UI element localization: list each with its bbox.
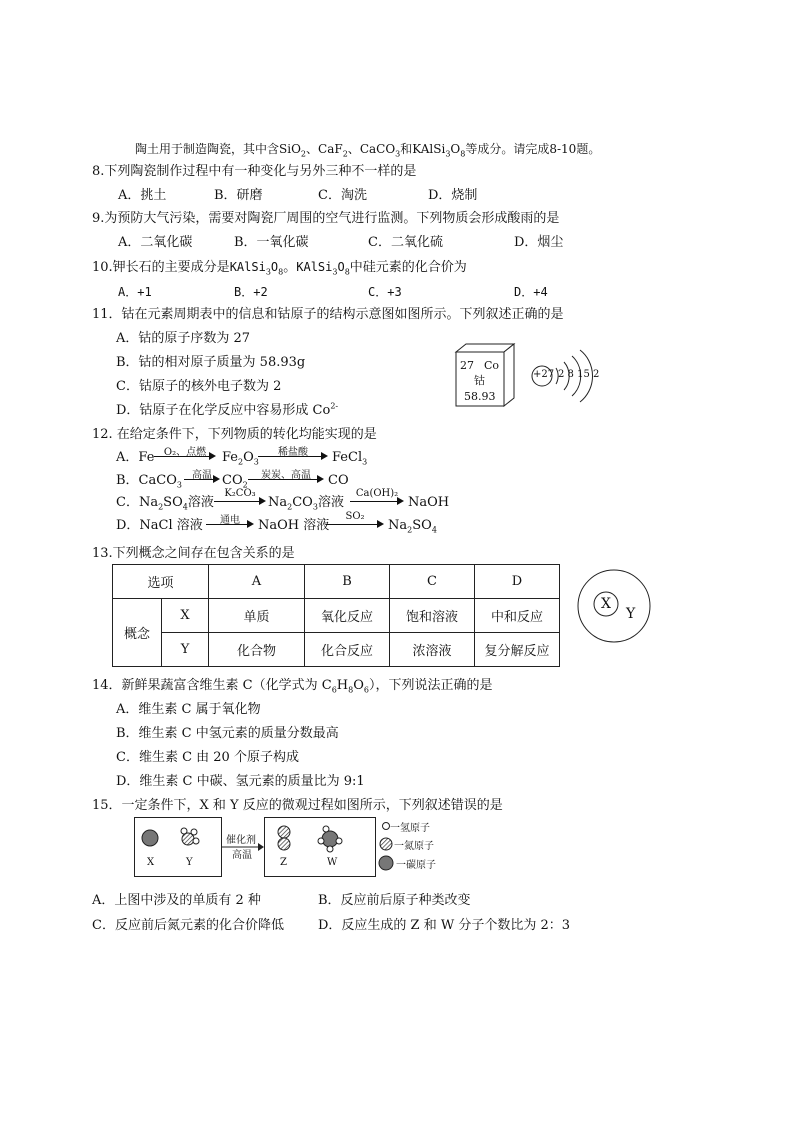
q12-d-middle: NaOH 溶液 (258, 518, 330, 533)
q15-option-d: D．反应生成的 Z 和 W 分子个数比为 2：3 (318, 918, 571, 933)
q10-option-a: A．+1 (118, 285, 152, 299)
cell-x-c: 饱和溶液 (390, 599, 475, 633)
q11-option-b: B．钴的相对原子质量为 58.93g (116, 355, 306, 370)
q9-stem: 9.为预防大气污染，需要对陶瓷厂周围的空气进行监测。下列物质会形成酸雨的是 (92, 211, 560, 226)
cell-x-a: 单质 (209, 599, 305, 633)
q12-b-condition-2: 炭炭、高温 (261, 470, 311, 481)
q8-stem: 8.下列陶瓷制作过程中有一种变化与另外三种不一样的是 (92, 164, 417, 179)
q9-option-a: A．二氧化碳 (118, 235, 193, 250)
q12-d-arrow-2 (326, 511, 384, 533)
q15-option-a: A．上图中涉及的单质有 2 种 (92, 893, 261, 908)
q12-c-reactant: C．$Na_2SO_4$溶液 (116, 495, 214, 512)
q14-stem: 14．新鲜果蔬富含维生素 C（化学式为 $C_6H_8O_6$），下列说法正确的是 (92, 678, 493, 695)
legend-carbon: 一碳原子 (396, 860, 436, 871)
q12-d-product: $Na_2SO_4$ (388, 518, 437, 535)
legend-hydrogen: 一氢原子 (390, 823, 430, 834)
q12-d-condition-2: SO₂ (345, 511, 365, 522)
cell-y-a: 化合物 (209, 633, 305, 667)
diagram-label-x: X (601, 596, 611, 612)
q8-option-b: B．研磨 (214, 188, 263, 203)
q12-a-condition-2: 稀盐酸 (278, 447, 308, 458)
cell-y-d: 复分解反应 (475, 633, 560, 667)
q12-b-arrow-2 (248, 470, 324, 488)
table-row (113, 599, 560, 633)
molecule-label-y: Y (186, 857, 193, 868)
reaction-condition-top: 催化剂 (226, 835, 256, 846)
inclusion-diagram (576, 568, 656, 648)
legend-nitrogen: 一氮原子 (394, 841, 434, 852)
cell-symbol: Co (484, 359, 500, 372)
cell-y-b: 化合反应 (305, 633, 390, 667)
q12-a-arrow-1 (154, 447, 216, 465)
q12-a-product: FeCl$_3$ (332, 450, 368, 467)
q12-stem: 12. 在给定条件下，下列物质的转化均能实现的是 (92, 427, 377, 442)
q9-option-b: B．一氧化碳 (234, 235, 309, 250)
q11-option-d: D．钴原子在化学反应中容易形成 $Co^{2-}$ (116, 401, 339, 418)
q11-option-a: A．钴的原子序数为 27 (116, 331, 251, 346)
q15-stem: 15．一定条件下，X 和 Y 反应的微观过程如图所示，下列叙述错误的是 (92, 798, 503, 813)
header-option: 选项 (113, 565, 209, 599)
cell-x-d: 中和反应 (475, 599, 560, 633)
q12-d-condition-1: 通电 (220, 515, 240, 526)
molecule-label-x: X (147, 857, 155, 868)
diagram-label-y: Y (626, 606, 636, 622)
header-d: D (475, 565, 560, 599)
q14-option-b: B．维生素 C 中氢元素的质量分数最高 (116, 726, 339, 741)
header-a: A (209, 565, 305, 599)
q15-option-b: B．反应前后原子种类改变 (318, 893, 471, 908)
row-label-x: X (162, 599, 209, 633)
q12-a-reactant: A．Fe (116, 450, 155, 465)
q13-stem: 13.下列概念之间存在包含关系的是 (92, 546, 295, 561)
atom-nucleus-charge: +27 (533, 369, 555, 380)
q8-option-d: D．烧制 (428, 188, 478, 203)
q9-option-c: C．二氧化硫 (368, 235, 443, 250)
molecule-label-z: Z (280, 857, 287, 868)
table-row (113, 633, 560, 667)
q12-b-arrow-1 (184, 470, 220, 488)
q12-b-reactant: B．CaCO$_3$ (116, 473, 182, 490)
q11-option-c: C．钴原子的核外电子数为 2 (116, 379, 282, 394)
q10-option-d: D．+4 (514, 285, 548, 299)
cell-name: 钴 (474, 374, 485, 387)
cell-mass: 58.93 (464, 390, 496, 403)
q12-b-product: CO (328, 473, 349, 488)
q12-d-reactant: D．NaCl 溶液 (116, 518, 203, 533)
q12-a-middle: $Fe_2O_3$ (222, 450, 259, 467)
q8-option-a: A．挑土 (118, 188, 167, 203)
q8-option-c: C．淘洗 (318, 188, 367, 203)
row-label-y: Y (162, 633, 209, 667)
q12-b-middle: $CO_2$ (222, 473, 248, 490)
q12-c-condition-1: K₂CO₃ (224, 488, 256, 499)
q12-c-arrow-2 (350, 488, 404, 510)
table-row (113, 565, 560, 599)
reaction-condition-bottom: 高温 (232, 850, 252, 861)
q14-option-c: C．维生素 C 由 20 个原子构成 (116, 750, 299, 765)
q12-c-middle: $Na_2CO_3$溶液 (268, 495, 344, 512)
q12-c-arrow-1 (214, 488, 266, 510)
molecule-label-w: W (327, 857, 338, 868)
cell-atomic-number: 27 (460, 359, 474, 372)
q12-d-arrow-1 (206, 515, 254, 533)
q12-c-condition-2: Ca(OH)₂ (355, 488, 399, 499)
cell-x-b: 氧化反应 (305, 599, 390, 633)
atom-shell-electrons: 2 8 15 2 (558, 369, 600, 380)
q12-b-condition-1: 高温 (192, 470, 212, 481)
q14-option-a: A．维生素 C 属于氧化物 (116, 702, 261, 717)
header-c: C (390, 565, 475, 599)
q11-stem: 11．钴在元素周期表中的信息和钴原子的结构示意图如图所示。下列叙述正确的是 (92, 307, 564, 322)
header-b: B (305, 565, 390, 599)
q12-a-arrow-2 (258, 447, 328, 465)
q9-option-d: D．烟尘 (514, 235, 564, 250)
q10-stem: 10.钾长石的主要成分是$KAlSi_3O_8$。$KAlSi_3O_8$中硅元素的化合价为 (92, 260, 467, 277)
q12-a-condition-1: O₂、点燃 (163, 447, 207, 458)
row-group-label: 概念 (113, 599, 162, 667)
q13-table (112, 564, 560, 667)
q12-c-product: NaOH (408, 495, 450, 510)
q10-option-c: C．+3 (368, 285, 402, 299)
intro-text: 陶土用于制造陶瓷，其中含SiO$_2$、CaF$_2$、CaCO$_3$和$KAlSi_3O_8$等成分。请完成8-10题。 (135, 142, 601, 159)
q15-option-c: C．反应前后氮元素的化合价降低 (92, 918, 284, 933)
q14-option-d: D．维生素 C 中碳、氢元素的质量比为 9:1 (116, 774, 365, 789)
cell-y-c: 浓溶液 (390, 633, 475, 667)
q10-option-b: B．+2 (234, 285, 268, 299)
